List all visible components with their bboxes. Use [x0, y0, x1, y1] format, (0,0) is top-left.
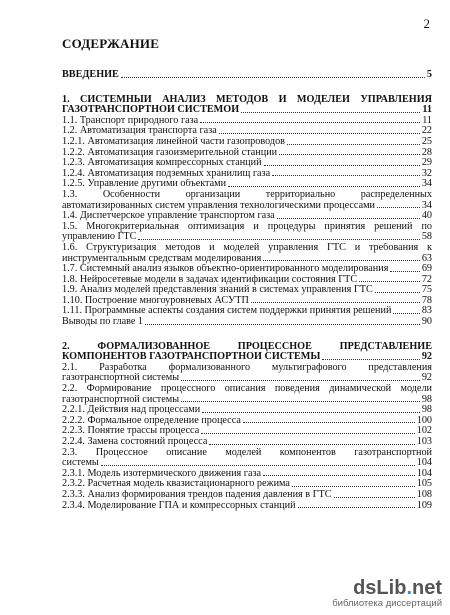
toc-entry-line: 1.3. Особенности организации территориально распределенных — [62, 189, 432, 200]
toc-entry[interactable] — [62, 264, 432, 275]
toc-entry[interactable] — [62, 179, 432, 190]
toc-entry-page: 58 — [421, 231, 432, 243]
toc-entry-title: 2.2.3. Понятие трассы процесса — [62, 426, 200, 437]
toc-entry-title: 2.2.4. Замена состояний процесса — [62, 437, 208, 447]
toc-entry-page: 108 — [416, 489, 432, 500]
toc-entry-title: газотранспортной системы — [62, 394, 180, 405]
leader-dots — [263, 260, 419, 261]
page-title: СОДЕРЖАНИЕ — [62, 36, 160, 51]
toc-entry-title: 1.1. Транспорт природного газа — [62, 115, 199, 126]
toc-entry[interactable] — [62, 342, 432, 363]
toc-entry-title: 2.3.3. Анализ формирования трендов падения давления в ГТС — [62, 489, 332, 500]
toc-entry-page: 109 — [416, 500, 432, 511]
logo-text: dsLib.net — [353, 577, 442, 599]
toc-entry-title: автоматизированных систем управления технологическими процессами — [62, 200, 376, 211]
toc-entry-title: 2.2.1. Действия над процессами — [62, 405, 201, 416]
toc-entry-title: 1.9. Анализ моделей представления знаний в системах управления ГТС — [62, 285, 373, 296]
toc-entry-page: 100 — [416, 415, 432, 426]
toc-entry[interactable] — [62, 211, 432, 222]
toc-entry[interactable] — [62, 426, 432, 437]
leader-dots — [181, 380, 420, 381]
toc-entry-title: 1.2.1. Автоматизация линейной части газопроводов — [62, 136, 285, 147]
leader-dots — [101, 465, 415, 466]
toc-entry-title: системы — [62, 458, 99, 469]
toc-entry[interactable] — [62, 275, 432, 286]
toc-entry-page: 92 — [421, 351, 432, 363]
site-logo[interactable] — [332, 577, 442, 609]
toc-entry-page: 11 — [422, 104, 432, 116]
toc-entry-title: 1.2.2. Автоматизация газоизмерительной станции — [62, 147, 278, 158]
toc-entry-page: 34 — [421, 199, 432, 211]
toc-entry[interactable] — [62, 95, 432, 116]
toc-entry[interactable] — [62, 222, 432, 243]
toc-entry-title: 1.7. Системный анализ языков объектно-ориентированного моделирования — [62, 264, 389, 275]
toc-entry-line: 1. СИСТЕМНЫЙ АНАЛИЗ МЕТОДОВ И МОДЕЛЕЙ УПРАВЛЕНИЯ — [62, 94, 432, 105]
leader-dots — [243, 422, 415, 423]
toc-entry[interactable] — [62, 317, 432, 328]
leader-dots — [202, 412, 420, 413]
leader-dots — [219, 133, 420, 134]
toc-entry-line: 2. ФОРМАЛИЗОВАННОЕ ПРОЦЕССНОЕ ПРЕДСТАВЛЕНИЕ — [62, 341, 432, 352]
toc-entry-page: 22 — [421, 126, 432, 137]
toc-entry[interactable] — [62, 306, 432, 317]
toc-entry-title: 1.2.5. Управление другими объектами — [62, 179, 227, 190]
toc-entry-title: ВВЕДЕНИЕ — [62, 70, 119, 80]
leader-dots — [263, 475, 415, 476]
toc-entry-title: 1.2.4. Автоматизация подземных хранилищ газа — [62, 168, 271, 179]
leader-dots — [390, 271, 419, 272]
toc-entry-title: газотранспортной системы — [62, 373, 180, 384]
toc-entry-page: 92 — [421, 372, 432, 384]
toc-entry[interactable] — [62, 469, 432, 480]
toc-entry-page: 25 — [421, 136, 432, 147]
toc-entry[interactable] — [62, 405, 432, 416]
leader-dots — [201, 433, 415, 434]
toc-entry-line: 1.6. Структуризация методов и моделей управления ГТС и требования к — [62, 242, 432, 253]
leader-dots — [181, 401, 420, 402]
leader-dots — [145, 324, 420, 325]
toc-entry-page: 104 — [416, 468, 432, 479]
toc-entry-page: 105 — [416, 479, 432, 490]
leader-dots — [264, 165, 420, 166]
toc-entry-line: 2.2. Формирование процессного описания поведения динамической модели — [62, 384, 432, 395]
leader-dots — [121, 77, 425, 78]
leader-dots — [375, 292, 420, 293]
leader-dots — [393, 313, 419, 314]
leader-dots — [292, 486, 415, 487]
leader-dots — [209, 444, 414, 445]
table-of-contents — [62, 70, 432, 511]
toc-entry[interactable] — [62, 116, 432, 127]
leader-dots — [287, 144, 420, 145]
toc-entry-page: 28 — [421, 147, 432, 158]
toc-entry-page: 63 — [421, 252, 432, 264]
section-gap — [62, 81, 432, 95]
toc-entry-title: 1.4. Диспетчерское управление транспортом газа — [62, 211, 275, 222]
toc-entry-page: 11 — [422, 115, 432, 126]
toc-entry-page: 5 — [426, 70, 432, 80]
toc-entry[interactable] — [62, 448, 432, 469]
toc-entry[interactable] — [62, 126, 432, 137]
toc-entry-title: управлению ГТС — [62, 232, 137, 243]
toc-entry-title: 1.2.3. Автоматизация компрессорных станций — [62, 158, 262, 169]
toc-entry[interactable] — [62, 296, 432, 307]
toc-entry-page: 102 — [416, 426, 432, 437]
toc-entry[interactable] — [62, 169, 432, 180]
toc-entry-title: 1.10. Построение многоуровневых АСУТП — [62, 295, 249, 306]
toc-entry[interactable] — [62, 479, 432, 490]
toc-entry-title: 1.8. Нейросетевые модели в задачах идентификации состояния ГТС — [62, 274, 358, 285]
toc-entry-line: 2.1. Разработка формализованного мультиграфового представления — [62, 362, 432, 373]
toc-entry[interactable] — [62, 416, 432, 427]
toc-entry-page: 32 — [421, 168, 432, 179]
toc-entry-page: 98 — [421, 405, 432, 416]
toc-entry[interactable] — [62, 490, 432, 501]
toc-entry-title: ГАЗОТРАНСПОРТНОЙ СИСТЕМОЙ — [62, 105, 240, 116]
toc-entry-page: 72 — [421, 274, 432, 285]
toc-entry[interactable] — [62, 384, 432, 405]
leader-dots — [377, 207, 420, 208]
leader-dots — [298, 507, 415, 508]
toc-entry-page: 90 — [421, 317, 432, 328]
toc-entry-title: 1.11. Программные аспекты создания систем поддержки принятия решений — [62, 306, 392, 317]
toc-entry[interactable] — [62, 501, 432, 512]
toc-entry-page: 75 — [421, 285, 432, 296]
toc-entry[interactable] — [62, 70, 432, 81]
section-gap — [62, 328, 432, 342]
toc-entry-line: 1.5. Многокритериальная оптимизация и процедуры принятия решений по — [62, 221, 432, 232]
toc-entry[interactable] — [62, 148, 432, 159]
leader-dots — [359, 281, 420, 282]
leader-dots — [138, 239, 419, 240]
toc-entry-title: Выводы по главе 1 — [62, 317, 144, 328]
leader-dots — [241, 112, 420, 113]
toc-entry-title: КОМПОНЕНТОВ ГАЗОТРАНСПОРТНОЙ СИСТЕМЫ — [62, 352, 321, 363]
toc-entry-page: 104 — [416, 457, 432, 469]
toc-entry-page: 34 — [421, 179, 432, 190]
toc-entry-page: 29 — [421, 158, 432, 169]
toc-entry-title: инструментальным средствам моделирования — [62, 253, 262, 264]
leader-dots — [279, 154, 420, 155]
leader-dots — [200, 122, 420, 123]
leader-dots — [272, 175, 420, 176]
toc-entry[interactable] — [62, 363, 432, 384]
toc-entry-title: 2.3.2. Расчетная модель квазистационарного режима — [62, 479, 290, 490]
logo-subtitle: библиотека диссертаций — [332, 598, 442, 609]
toc-entry[interactable] — [62, 243, 432, 264]
toc-entry-title: 2.3.4. Моделирование ГПА и компрессорных станций — [62, 500, 296, 511]
leader-dots — [277, 218, 420, 219]
toc-entry[interactable] — [62, 158, 432, 169]
toc-entry[interactable] — [62, 285, 432, 296]
toc-entry-page: 69 — [421, 264, 432, 275]
toc-entry-title: 1.2. Автоматизация транспорта газа — [62, 126, 217, 137]
toc-entry-title: 2.2.2. Формальное определение процесса — [62, 415, 241, 426]
toc-entry-page: 83 — [421, 306, 432, 317]
toc-entry-title: 2.3.1. Модель изотермического движения газа — [62, 468, 262, 479]
toc-entry-line: 2.3. Процессное описание моделей компонентов газотранспортной — [62, 447, 432, 458]
leader-dots — [251, 302, 420, 303]
page-number: 2 — [423, 16, 430, 31]
leader-dots — [322, 359, 419, 360]
toc-entry-page: 78 — [421, 295, 432, 306]
leader-dots — [334, 497, 415, 498]
leader-dots — [228, 186, 420, 187]
toc-entry[interactable] — [62, 137, 432, 148]
toc-entry-page: 103 — [416, 437, 432, 447]
toc-entry[interactable] — [62, 437, 432, 448]
toc-entry-page: 98 — [421, 393, 432, 405]
toc-entry[interactable] — [62, 190, 432, 211]
toc-entry-page: 40 — [421, 211, 432, 222]
